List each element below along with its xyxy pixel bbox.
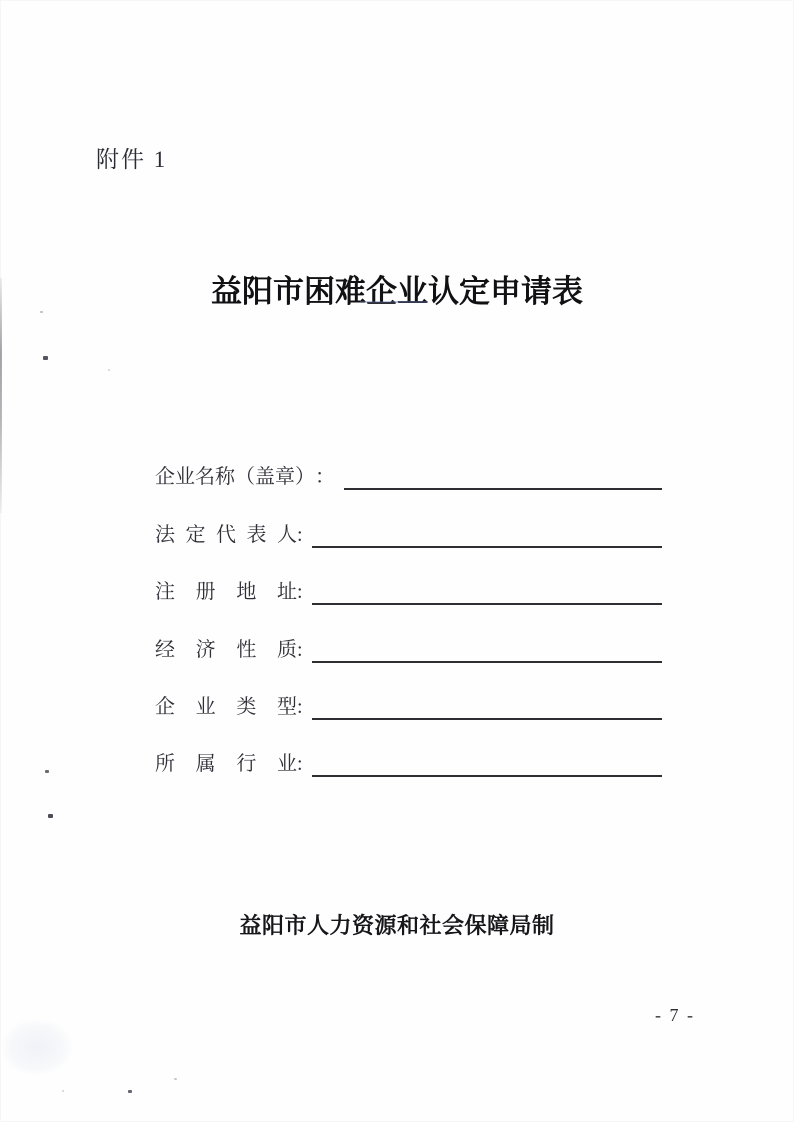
field-colon: :: [297, 524, 303, 546]
form-field-enterprise-name: [155, 462, 662, 490]
scan-artifact-speck: [48, 814, 53, 818]
field-colon: :: [297, 639, 303, 661]
scan-artifact-speck: [43, 356, 48, 360]
scan-artifact-speck: [108, 369, 110, 371]
field-label-registered-address: 注册地址: [155, 581, 297, 603]
scan-artifact-speck: [174, 1078, 177, 1080]
field-blank-line: [312, 603, 662, 605]
scan-artifact-title-underline: [360, 301, 428, 303]
scan-artifact-corner-blob: [2, 1020, 72, 1075]
field-colon: ：: [315, 466, 335, 488]
scan-artifact-left-edge-stripe: [0, 278, 2, 513]
field-blank-line: [312, 661, 662, 663]
form-field-economic-nature: [155, 635, 662, 663]
field-blank-line: [344, 488, 662, 490]
field-blank-line: [312, 718, 662, 720]
field-blank-line: [312, 775, 662, 777]
attachment-label: 附件 1: [96, 147, 168, 172]
field-label-enterprise-type: 企业类型: [155, 696, 297, 718]
page-title: 益阳市困难企业认定申请表: [211, 274, 583, 309]
field-label-economic-nature: 经济性质: [155, 639, 297, 661]
field-colon: :: [297, 696, 303, 718]
form-field-legal-representative: [155, 520, 662, 548]
scan-artifact-speck: [40, 311, 43, 313]
field-colon: :: [297, 581, 303, 603]
scan-artifact-speck: [45, 770, 49, 773]
page-number: - 7 -: [655, 1005, 695, 1025]
form-field-registered-address: [155, 577, 662, 605]
scan-artifact-speck: [128, 1090, 132, 1093]
field-blank-line: [312, 546, 662, 548]
field-colon: :: [297, 753, 303, 775]
form-field-enterprise-type: [155, 692, 662, 720]
field-label-legal-representative: 法定代表人: [155, 524, 297, 546]
issuing-authority-label: 益阳市人力资源和社会保障局制: [239, 913, 555, 938]
field-label-industry: 所属行业: [155, 753, 297, 775]
form-field-industry: [155, 749, 662, 777]
field-label-enterprise-name: 企业名称（盖章）: [155, 466, 315, 488]
scan-artifact-speck: [62, 1090, 64, 1092]
